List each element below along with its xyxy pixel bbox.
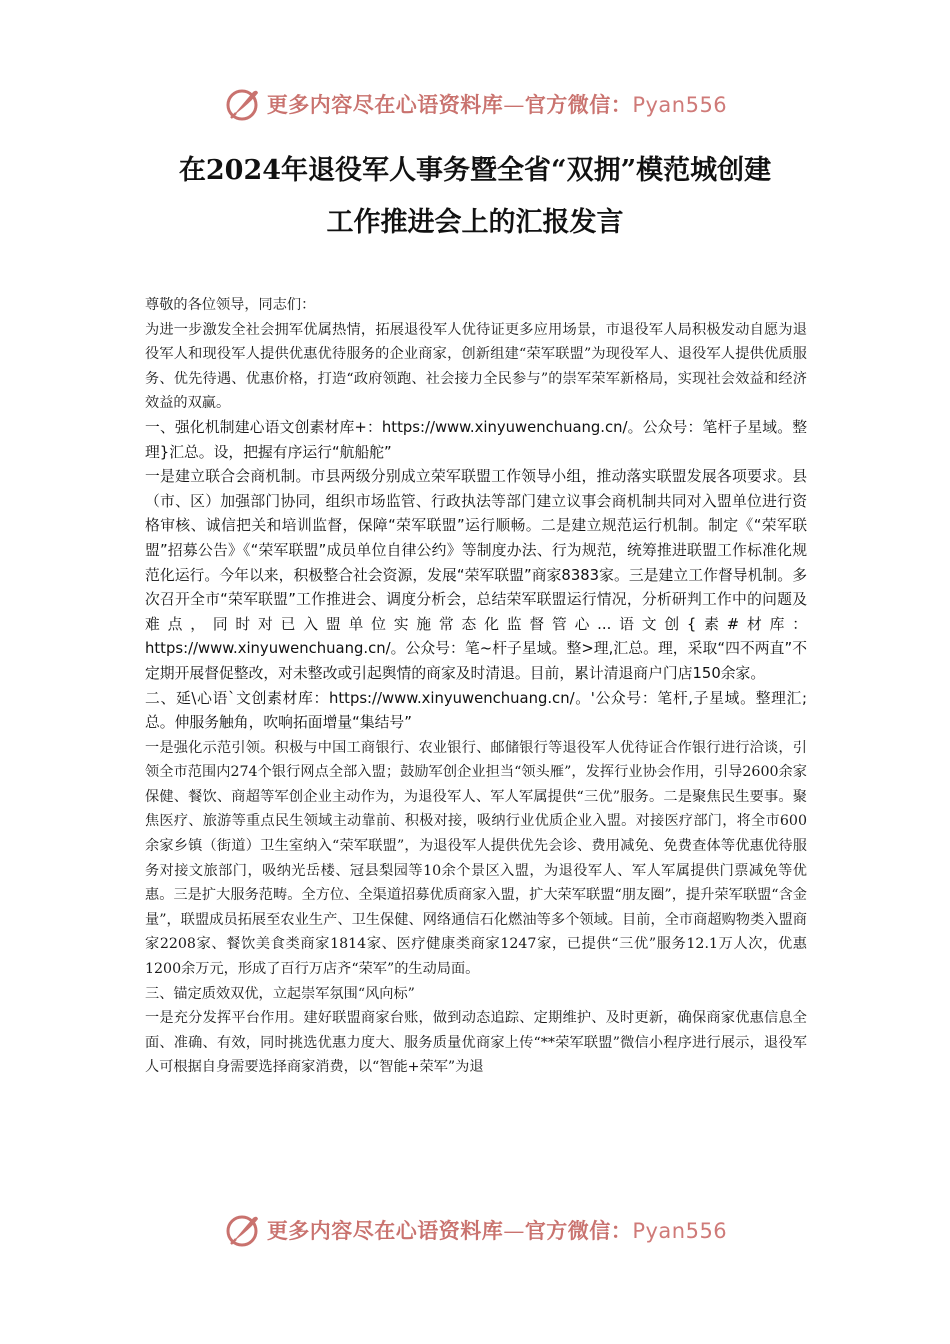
section-3-body: 一是充分发挥平台作用。建好联盟商家台账，做到动态追踪、定期维护、及时更新，确保商家优惠信息全面、准确、有效，同时挑选优惠力度大、服务质量优商家上传“**荣军联盟”微信小程序进行展示，退役军人可根据自身需要选择商家消费，以“智能+荣军”为退 (145, 1010, 807, 1076)
document-body (145, 293, 807, 1080)
section-heading-3: 三、锚定质效双优，立起崇军氛围“风向标” (145, 985, 415, 1002)
section-2-body: 一是强化示范引领。积极与中国工商银行、农业银行、邮储银行等退役军人优待证合作银行进行洽谈，引领全市范围内274个银行网点全部入盟；鼓励军创企业担当“领头雁”，发挥行业协会作用，引导2600余家保健、餐饮、商超等军创企业主动作为，为退役军人、军人军属提供“三优”服务。二是聚焦民生要事。聚焦医疗、旅游等重点民生领域主动靠前、积极对接，吸纳行业优质企业入盟。对接医疗部门，将全市600余家乡镇（街道）卫生室纳入“荣军联盟”，为退役军人提供优先会诊、费用减免、免费查体等优惠优待服务对接文旅部门，吸纳光岳楼、冠县梨园等10余个景区入盟，为退役军人、军人军属提供门票减免等优惠。三是扩大服务范畴。全方位、全渠道招募优质商家入盟，扩大荣军联盟“朋友圈”，提升荣军联盟“含金量”，联盟成员拓展至农业生产、卫生保健、网络通信石化燃油等多个领域。目前，全市商超购物类入盟商家2208家、餐饮美食类商家1814家、医疗健康类商家1247家，已提供“三优”服务12.1万人次，优惠1200余万元，形成了百行万店齐“荣军”的生动局面。 (145, 739, 807, 978)
logo-quill-icon (223, 1210, 263, 1250)
title-line-2: 工作推进会上的汇报发言 (326, 207, 624, 238)
section-1-body: 一是建立联合会商机制。市县两级分别成立荣军联盟工作领导小组，推动落实联盟发展各项要求。县（市、区）加强部门协同，组织市场监管、行政执法等部门建立议事会商机制共同对入盟单位进行资格审核、诚信把关和培训监督，保障“荣军联盟”运行顺畅。二是建立规范运行机制。制定《“荣军联盟”招募公告》《“荣军联盟”成员单位自律公约》等制度办法、行为规范，统筹推进联盟工作标准化规范化运行。今年以来，积极整合社会资源，发展“荣军联盟”商家8383家。三是建立工作督导机制。多次召开全市“荣军联盟”工作推进会、调度分析会，总结荣军联盟运行情况，分析研判工作中的问题及难点，同时对已入盟单位实施常态化监督管心...语文创{素#材库：https://www.xinyuwenchuang.cn/。公众号：笔~杆子星域。整>理,汇总。理，采取“四不两直”不定期开展督促整改，对未整改或引起舆情的商家及时清退。目前，累计清退商户门店150余家。 (145, 468, 807, 682)
intro-paragraph: 为进一步激发全社会拥军优属热情，拓展退役军人优待证更多应用场景，市退役军人局积极发动自愿为退役军人和现役军人提供优惠优待服务的企业商家，创新组建“荣军联盟”为现役军人、退役军人提供优质服务、优先待遇、优惠价格，打造“政府领跑、社会接力全民参与”的崇军荣军新格局，实现社会效益和经济效益的双赢。 (145, 321, 807, 412)
section-heading-1: 一、强化机制建心语文创素材库+：https://www.xinyuwenchuang.cn/。公众号：笔杆子星域。整理}汇总。设，把握有序运行“航船舵” (145, 418, 807, 461)
salutation: 尊敬的各位领导，同志们： (145, 297, 316, 313)
title-line-1: 在2024年退役军人事务暨全省“双拥”模范城创建 (178, 155, 772, 186)
watermark-footer (0, 1208, 950, 1252)
watermark-text: 更多内容尽在心语资料库—官方微信：Pyan556 (266, 1218, 728, 1243)
logo-quill-icon (223, 84, 263, 124)
watermark-header (0, 82, 950, 126)
document-title (140, 145, 810, 249)
watermark-text: 更多内容尽在心语资料库—官方微信：Pyan556 (266, 92, 728, 117)
section-heading-2: 二、延\心语`文创素材库：https://www.xinyuwenchuang.cn/。'公众号：笔杆,子星域。整理汇;总。伸服务触角，吹响拓面增量“集结号” (145, 689, 807, 732)
